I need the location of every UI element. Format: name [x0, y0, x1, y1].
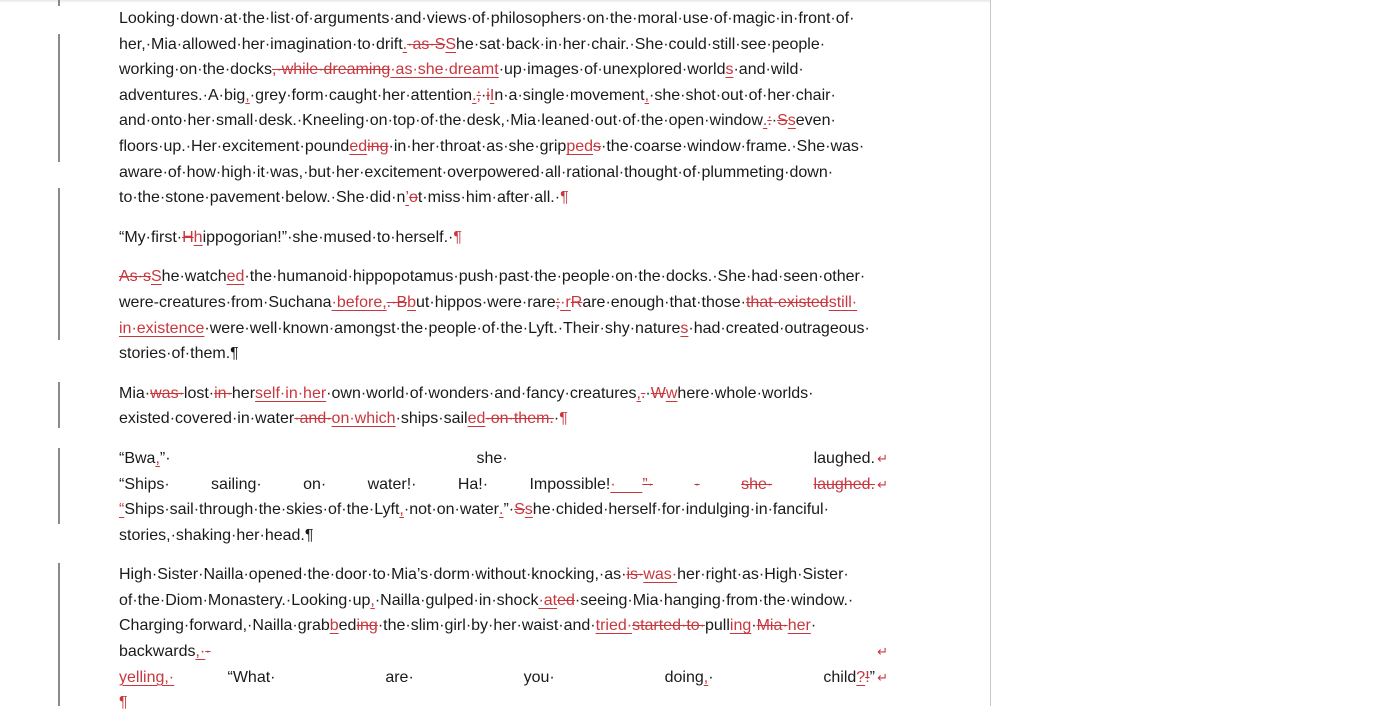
text-run: stories·of·them.: [119, 345, 231, 363]
document-line: [119, 264, 875, 290]
deleted-text: !: [865, 668, 870, 686]
text-run: “My·first·: [119, 228, 183, 246]
text-run: he·watch: [161, 268, 227, 286]
justified-word: [303, 472, 326, 498]
text-run: floors·up.·Her·excitement·pound: [119, 137, 350, 155]
justified-word: [211, 472, 262, 498]
text-run: even·: [795, 112, 836, 130]
inserted-text: .: [762, 112, 768, 130]
inserted-text: ,: [155, 449, 160, 467]
text-run: on·: [303, 475, 327, 493]
text-run: n·a·single·movement: [494, 86, 645, 104]
document-line: [119, 406, 875, 432]
inserted-text: s: [787, 112, 796, 130]
document-line: [119, 185, 875, 211]
justified-word: [741, 472, 772, 498]
text-run: “Ships·: [119, 475, 170, 493]
line-break-arrow-icon: ↵: [877, 644, 888, 660]
document-line: [119, 290, 875, 316]
text-run: her,·Mia·allowed·her·imagination·to·drift: [119, 35, 403, 53]
inserted-text: ped: [566, 137, 594, 155]
inserted-text: “: [119, 501, 125, 519]
text-run: aware·of·how·high·it·was,·but·her·excitement·overpowered·all·rational·thought·of·plummeting·down·: [119, 163, 834, 181]
deleted-text: .·B: [386, 293, 408, 311]
inserted-text: ·before,: [331, 293, 387, 311]
deleted-text: ;: [555, 293, 561, 311]
inserted-text: ,: [636, 384, 641, 402]
text-run: she·: [476, 449, 508, 467]
inserted-text: tried·: [595, 617, 633, 635]
paragraph-mark: ¶: [119, 694, 128, 712]
text-run: backwards: [119, 643, 196, 661]
inserted-text: her: [787, 617, 811, 635]
text-run: ”·: [503, 501, 515, 519]
document-line: [119, 83, 875, 109]
text-run: Charging·forward,·Nailla·grab: [119, 617, 330, 635]
text-run: ·: [645, 384, 651, 402]
inserted-text: ing: [729, 617, 752, 635]
text-run: he·sat·back·in·her·chair.·She·could·still·see·people·: [456, 35, 826, 53]
text-run: ut·hippos·were·rare: [416, 293, 556, 311]
document-line: [119, 613, 875, 639]
inserted-text: s: [524, 501, 533, 519]
text-run: of·the·Diom·Monastery.·Looking·up: [119, 591, 371, 609]
document-line: [119, 225, 875, 251]
text-run: ·: [480, 86, 487, 104]
inserted-text: on·which: [331, 410, 396, 428]
deleted-text: ,·while·dreaming: [271, 61, 391, 79]
text-run: ”: [869, 668, 875, 686]
justified-word: [119, 665, 275, 691]
text-run: adventures.·A·big: [119, 86, 246, 104]
text-run: stories,·shaking·her·head.: [119, 526, 305, 544]
text-run: ·she·shot·out·of·her·chair·: [649, 86, 836, 104]
text-run: existed·covered·in·water: [119, 410, 295, 428]
document-line: [119, 665, 888, 691]
deleted-text: i: [486, 86, 490, 104]
document-line: [119, 446, 888, 472]
text-run: are·: [385, 668, 414, 686]
inserted-text: was·: [643, 566, 678, 584]
text-run: “What·: [174, 668, 276, 686]
inserted-text: I: [489, 86, 495, 104]
inserted-text: in·existence: [119, 319, 205, 337]
document-line: [119, 160, 875, 186]
deleted-text: s: [593, 137, 602, 155]
text-run: ·: [771, 112, 778, 130]
text-run: child: [823, 668, 857, 686]
text-run: ·Nailla·gulped·in·shock: [374, 591, 539, 609]
inserted-text: ed: [226, 268, 245, 286]
deleted-text: she·: [741, 475, 773, 493]
justified-word: [524, 665, 555, 691]
text-run: Mia·: [119, 384, 151, 402]
inserted-text: b: [329, 617, 339, 635]
deleted-text: S: [777, 112, 788, 130]
text-run: ¶: [230, 345, 239, 363]
deleted-text: ing: [367, 137, 389, 155]
deleted-text: ;: [476, 86, 481, 104]
deleted-text: ”·: [642, 475, 654, 493]
text-run: sailing·: [211, 475, 262, 493]
text-run: ·the·coarse·window·frame.·She·was·: [601, 137, 865, 155]
text-run: ·were·well·known·amongst·the·people·of·the·Lyft.·Their·shy·nature: [204, 319, 681, 337]
justified-word: [458, 472, 488, 498]
document-line: [119, 32, 875, 58]
text-run: were-creatures·from·Suchana: [119, 293, 332, 311]
inserted-text: ,: [399, 501, 404, 519]
deleted-text: o: [408, 189, 418, 207]
justified-word: [385, 665, 413, 691]
text-run: laughed.: [813, 449, 875, 467]
document-line: [119, 108, 875, 134]
deleted-text: Mia·: [756, 617, 788, 635]
justified-word: [529, 472, 653, 498]
text-run: her·right·as·High·Sister·: [677, 566, 849, 584]
document-line: [119, 523, 875, 549]
line-break-arrow-icon: ↵: [877, 669, 888, 685]
inserted-text: b: [407, 293, 417, 311]
inserted-text: .: [472, 86, 477, 104]
text-run: ”·: [159, 449, 171, 467]
document-line: [119, 341, 875, 367]
justified-word: [665, 665, 714, 691]
document-line: [119, 316, 875, 342]
text-run: ·seeing·Mia·hanging·from·the·window.·: [574, 591, 854, 609]
inserted-text: .: [499, 501, 504, 519]
text-run: doing: [664, 668, 704, 686]
deleted-text: ·and·: [294, 410, 332, 428]
justified-word: [368, 472, 417, 498]
text-run: lost·: [183, 384, 215, 402]
inserted-text: self·in·her: [255, 384, 327, 402]
inserted-text: ·: [610, 475, 643, 493]
inserted-text: ,: [370, 591, 375, 609]
inserted-text: ed: [467, 410, 486, 428]
text-run: water!·: [367, 475, 417, 493]
text-run: “Bwa: [119, 449, 156, 467]
text-run: ·the·slim·girl·by·her·waist·and·: [377, 617, 596, 635]
justified-word: [119, 472, 170, 498]
paragraph-mark: ¶: [560, 189, 569, 207]
document-body[interactable]: [119, 6, 888, 716]
deleted-text: R: [570, 293, 583, 311]
text-run: Ships·sail·through·the·skies·of·the·Lyft: [124, 501, 400, 519]
text-run: her: [231, 384, 256, 402]
inserted-text: ,·: [195, 643, 206, 661]
change-bar: [58, 382, 60, 428]
document-line: [119, 497, 875, 523]
change-bar: [58, 0, 60, 6]
deleted-text: W: [650, 384, 666, 402]
deleted-text: laughed.: [813, 475, 875, 493]
deleted-text: ·: [694, 475, 700, 493]
justified-word: [694, 472, 699, 498]
text-run: working·on·the·docks: [119, 61, 272, 79]
document-line: [119, 690, 875, 716]
text-run: ippogorian!”·she·mused·to·herself.·: [202, 228, 454, 246]
change-bar: [58, 34, 60, 162]
text-run: ·: [553, 410, 560, 428]
text-run: and·onto·her·small·desk.·Kneeling·on·top·of·the·desk,·Mia·leaned·out·of·the·open·window: [119, 112, 763, 130]
justified-word: [814, 446, 875, 472]
text-run: ¶: [304, 526, 314, 544]
deleted-text: started·to·: [632, 617, 705, 635]
inserted-text: ·r: [560, 293, 571, 311]
text-run: are·enough·that·those·: [582, 293, 746, 311]
inserted-text: ’: [405, 189, 409, 207]
text-run: ·up·images·of·unexplored·world: [498, 61, 726, 79]
inserted-text: ·as·she·dreamt: [390, 61, 499, 79]
deleted-text: .: [640, 384, 646, 402]
deleted-text: :: [767, 112, 772, 130]
text-run: to·the·stone·pavement·below.·She·did·n: [119, 189, 406, 207]
text-run: ·: [751, 617, 757, 635]
document-line: [119, 562, 875, 588]
deleted-text: As·s: [119, 268, 151, 286]
deleted-text: ·: [205, 643, 211, 661]
inserted-text: yelling,·: [119, 668, 175, 686]
inserted-text: S: [151, 268, 162, 286]
text-run: ·and·wild·: [733, 61, 804, 79]
text-run: ·not·on·water: [403, 501, 500, 519]
deleted-text: ing: [356, 617, 378, 635]
text-run: you·: [523, 668, 555, 686]
justified-word: [823, 665, 875, 691]
inserted-text: w: [665, 384, 678, 402]
inserted-text: s: [725, 61, 734, 79]
change-bar: [58, 188, 60, 340]
inserted-text: ?: [856, 668, 866, 686]
inserted-text: ,: [245, 86, 250, 104]
deleted-text: ed: [557, 591, 575, 609]
text-run: Impossible!: [529, 475, 611, 493]
justified-word: [119, 446, 171, 472]
text-run: here·whole·worlds·: [677, 384, 814, 402]
paragraph-mark: ¶: [559, 410, 568, 428]
inserted-text: ,: [644, 86, 650, 104]
document-line: [119, 639, 888, 665]
text-run: Looking·down·at·the·list·of·arguments·and·views·of·philosophers·on·the·moral·use·of·magic·in·front·of·: [119, 10, 855, 27]
text-run: pull: [705, 617, 730, 635]
text-run: ·the·humanoid·hippopotamus·push·past·the·people·on·the·docks.·She·had·seen·other·: [244, 268, 866, 286]
deleted-text: in·: [214, 384, 232, 402]
text-run: Ha!·: [457, 475, 489, 493]
text-run: High·Sister·Nailla·opened·the·door·to·Mia’s·dorm·without·knocking,·as·: [119, 566, 627, 584]
inserted-text: ed: [349, 137, 368, 155]
inserted-text: .: [402, 35, 408, 53]
inserted-text: ,: [703, 668, 709, 686]
document-line: [119, 588, 875, 614]
inserted-text: s: [680, 319, 689, 337]
inserted-text: ·at: [538, 591, 558, 609]
inserted-text: h: [193, 228, 203, 246]
document-line: [119, 134, 875, 160]
text-run: ·in·her·throat·as·she·grip: [388, 137, 567, 155]
document-line: [119, 6, 875, 32]
justified-word: [814, 472, 875, 498]
document-line: [119, 57, 875, 83]
deleted-text: H: [182, 228, 194, 246]
change-bar: [58, 563, 60, 706]
text-run: t·miss·him·after·all.·: [417, 189, 561, 207]
deleted-text: ·as·S: [407, 35, 446, 53]
deleted-text: that·existed: [745, 293, 829, 311]
deleted-text: ·on·them.: [485, 410, 554, 428]
text-run: ·own·world·of·wonders·and·fancy·creatures: [326, 384, 637, 402]
deleted-text: S: [514, 501, 525, 519]
text-run: ·ships·sail: [395, 410, 468, 428]
justified-word: [477, 446, 508, 472]
text-run: ·: [708, 668, 714, 686]
inserted-text: S: [445, 35, 457, 53]
paragraph-mark: ¶: [453, 228, 462, 246]
document-line: [119, 381, 875, 407]
page-top-shadow: [0, 0, 990, 3]
text-run: ·grey·form·caught·her·attention: [249, 86, 473, 104]
document-line: [119, 472, 888, 498]
text-run: he·chided·herself·for·indulging·in·fanciful·: [532, 501, 829, 519]
line-break-arrow-icon: ↵: [877, 450, 888, 466]
deleted-text: is·: [626, 566, 644, 584]
page-right-edge: [990, 0, 991, 706]
line-break-arrow-icon: ↵: [877, 476, 888, 492]
change-bar: [58, 448, 60, 524]
inserted-text: still·: [828, 293, 858, 311]
text-run: ·: [810, 617, 817, 635]
deleted-text: was·: [150, 384, 184, 402]
text-run: ed: [338, 617, 357, 635]
text-run: ·had·created·outrageous·: [688, 319, 870, 337]
